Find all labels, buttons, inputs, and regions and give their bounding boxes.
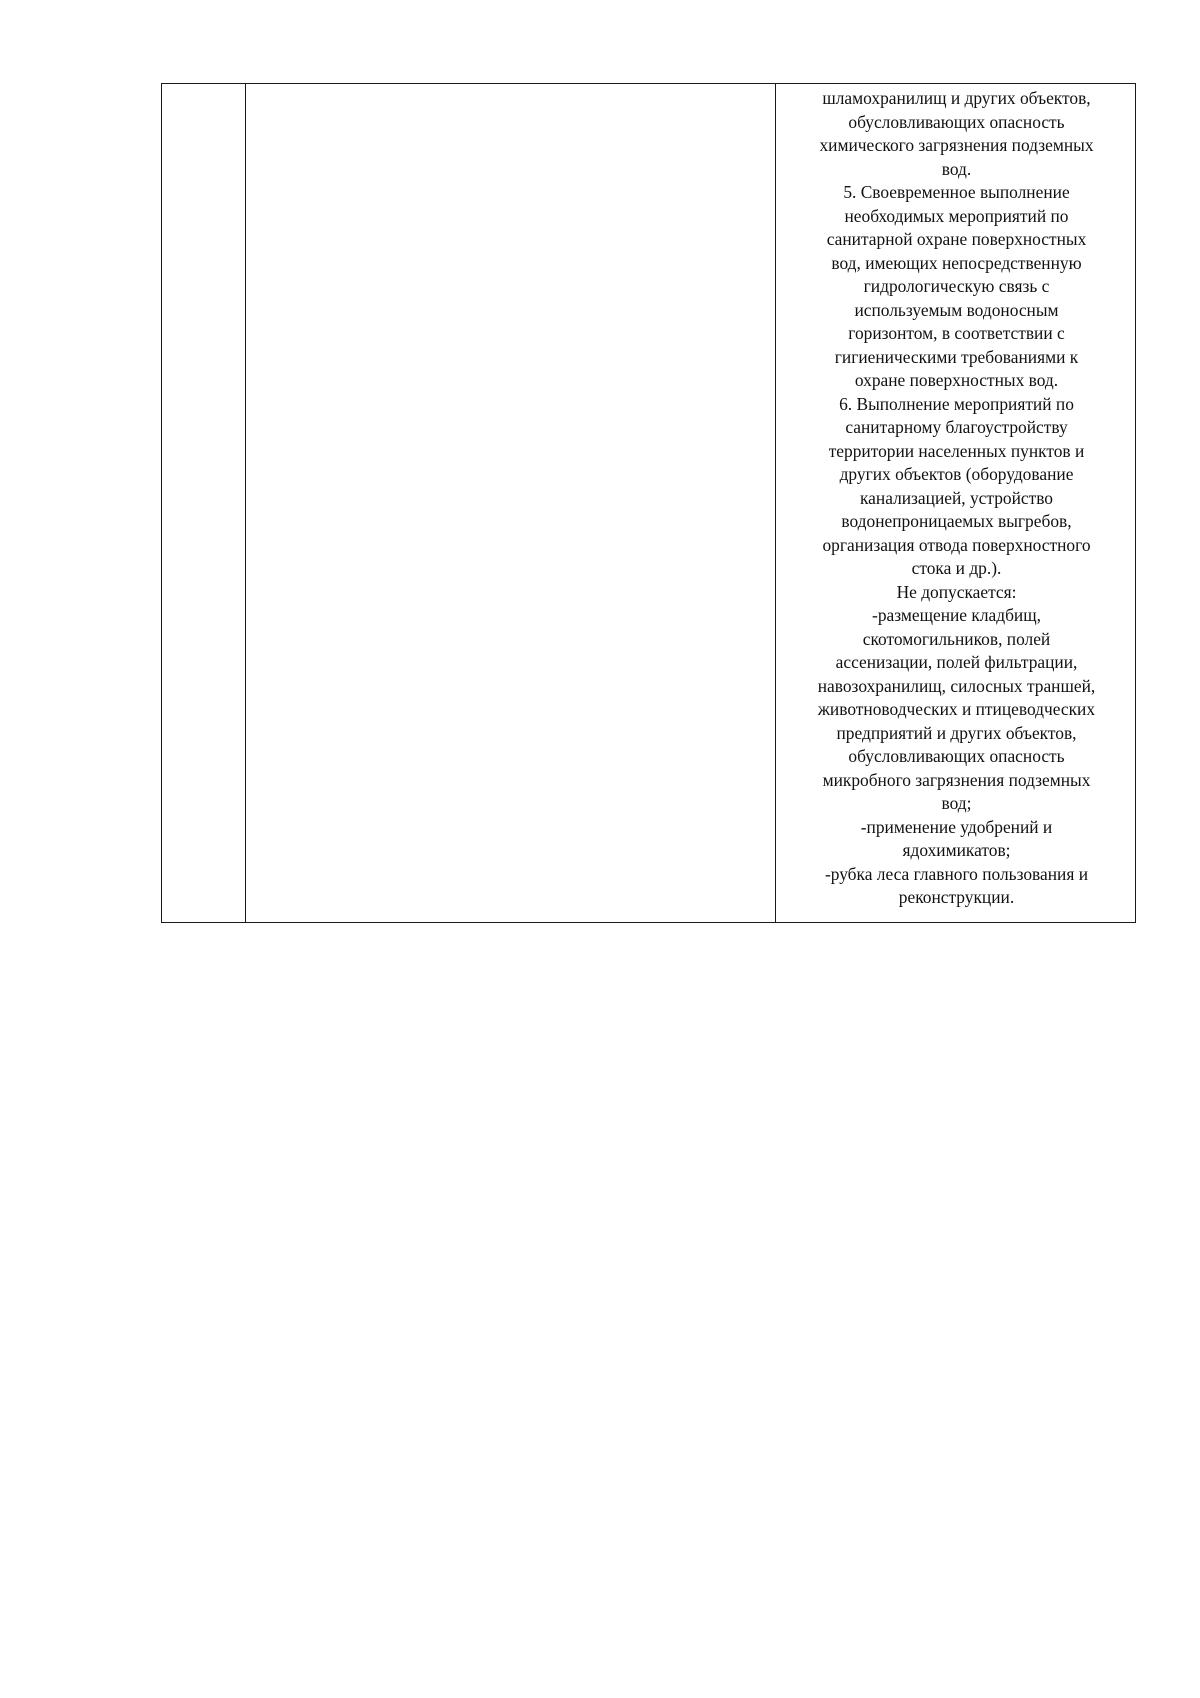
text-line: вод. xyxy=(941,158,972,179)
table-row xyxy=(162,84,1136,923)
text-line: вод, имеющих непосредственную xyxy=(831,252,1082,273)
cell-text xyxy=(162,84,245,87)
text-line: животноводческих и птицеводческих xyxy=(817,699,1096,719)
text-line: 5. Своевременное выполнение xyxy=(843,182,1070,202)
text-line: водонепроницаемых выгребов, xyxy=(841,511,1072,531)
text-line: -размещение кладбищ, xyxy=(872,605,1041,625)
text-line: шламохранилищ и других объектов, xyxy=(822,88,1091,108)
text-line: ассенизации, полей фильтрации, xyxy=(835,652,1078,672)
document-table xyxy=(161,83,1136,923)
text-line: -применение удобрений и xyxy=(860,816,1053,837)
text-line: скотомогильников, полей xyxy=(862,628,1051,649)
text-line: необходимых мероприятий по xyxy=(844,205,1069,226)
table-cell-description xyxy=(246,84,776,923)
text-line: предприятий и других объектов, xyxy=(836,722,1077,743)
text-line: санитарному благоустройству xyxy=(845,417,1068,437)
text-line: 6. Выполнение мероприятий по xyxy=(839,393,1074,414)
text-line: горизонтом, в соответствии с xyxy=(848,323,1065,343)
text-line: навозохранилищ, силосных траншей, xyxy=(817,675,1096,696)
text-line: реконструкции. xyxy=(898,887,1015,907)
text-line: Не допускается: xyxy=(896,581,1017,602)
table-cell-requirements xyxy=(776,84,1136,923)
text-line: стока и др.). xyxy=(911,558,1002,578)
text-line: -рубка леса главного пользования и xyxy=(824,863,1089,884)
text-line: организация отвода поверхностного xyxy=(822,534,1091,555)
table-cell-number xyxy=(162,84,246,923)
cell-text xyxy=(246,84,775,87)
text-line: химического загрязнения подземных xyxy=(819,135,1094,155)
text-line: санитарной охране поверхностных xyxy=(826,229,1087,249)
text-line: микробного загрязнения подземных xyxy=(822,769,1091,790)
text-line: вод; xyxy=(941,793,972,813)
text-line: используемым водоносным xyxy=(854,299,1059,320)
text-line: охране поверхностных вод. xyxy=(854,370,1059,390)
text-line: гидрологическую связь с xyxy=(863,276,1050,296)
text-line: других объектов (оборудование xyxy=(839,464,1074,484)
text-line: территории населенных пунктов и xyxy=(828,440,1085,461)
text-line: обусловливающих опасность xyxy=(848,746,1065,766)
text-line: канализацией, устройство xyxy=(859,487,1054,508)
text-line: ядохимикатов; xyxy=(902,840,1011,860)
text-line: гигиеническими требованиями к xyxy=(834,346,1079,367)
requirements-text xyxy=(776,84,1135,910)
text-line: обусловливающих опасность xyxy=(848,111,1065,132)
